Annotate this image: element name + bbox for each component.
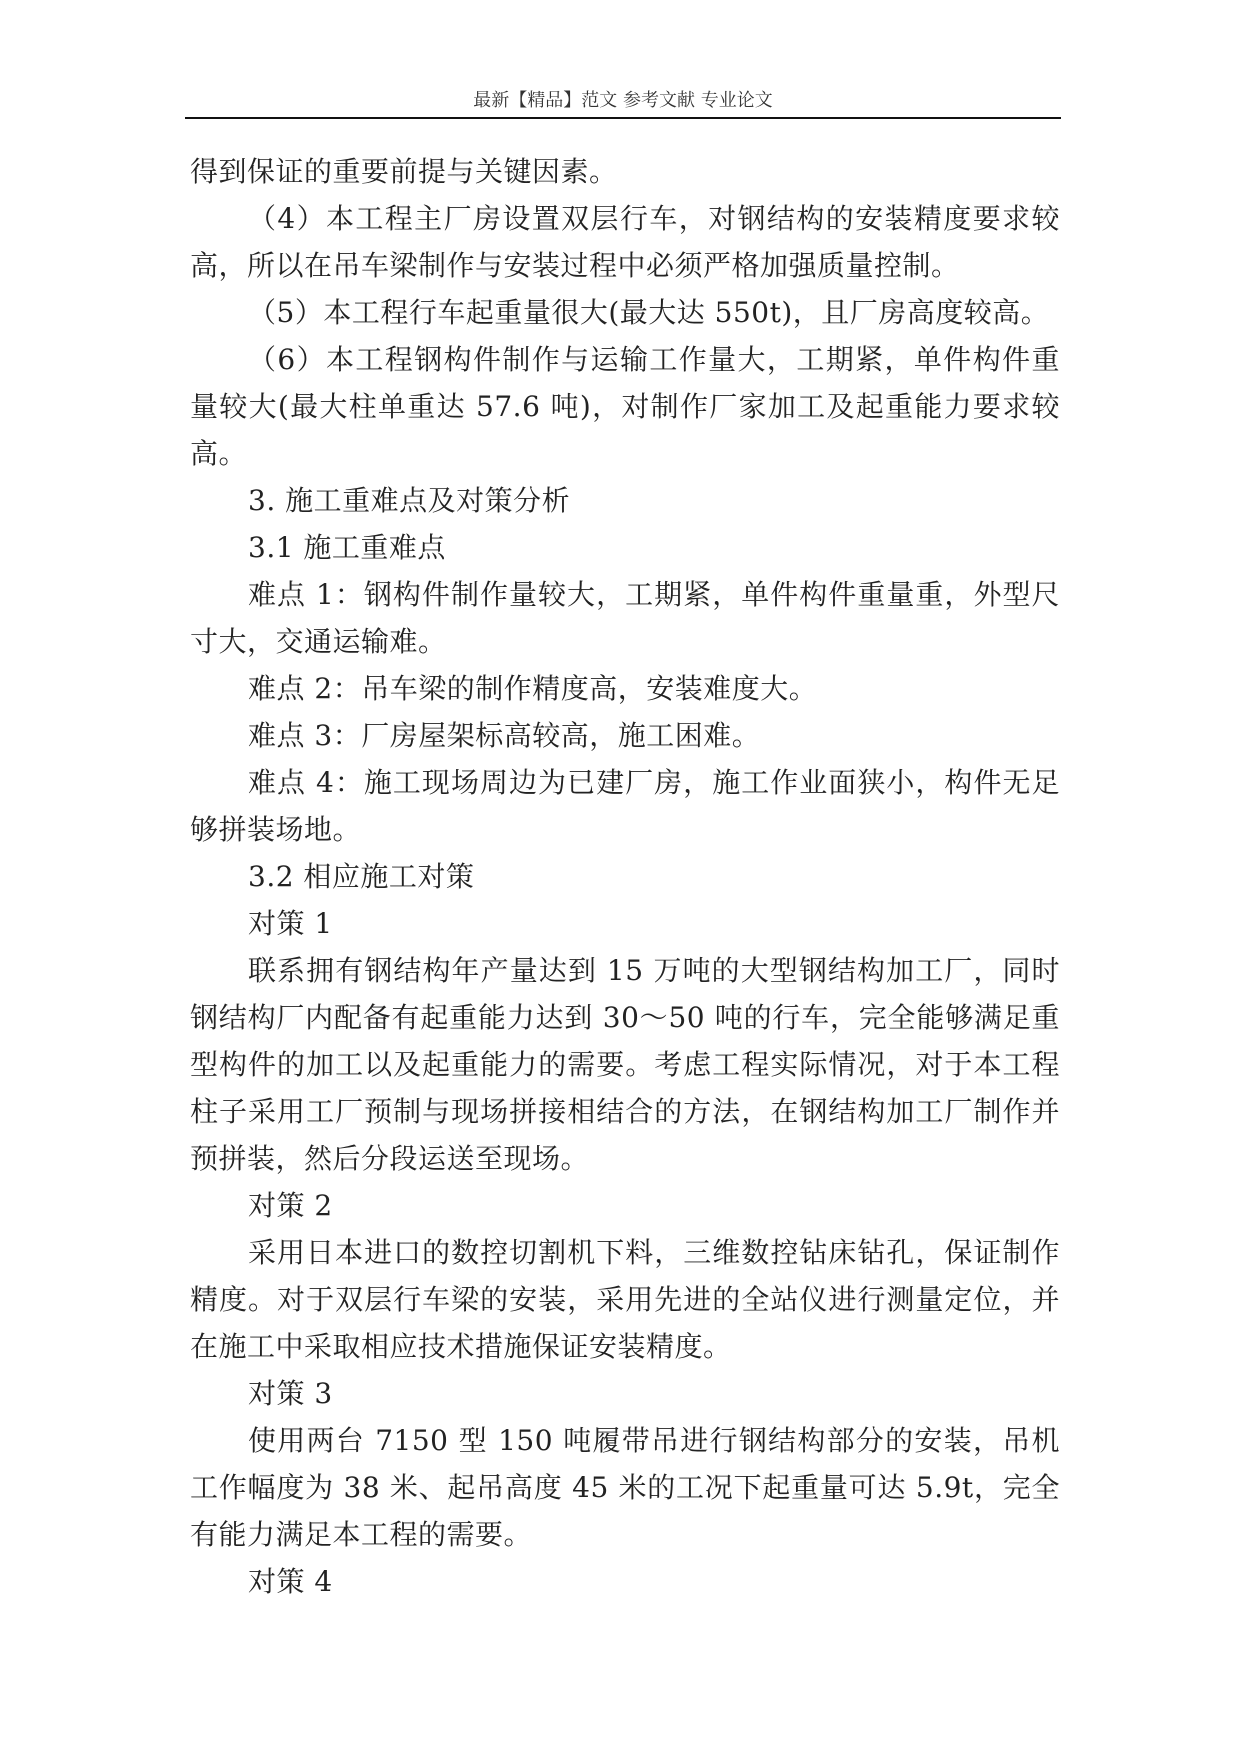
measure-heading: 对策 3 [248, 1377, 333, 1410]
header-divider [185, 117, 1061, 119]
page-header: 最新【精品】范文 参考文献 专业论文 [473, 90, 773, 111]
paragraph: 得到保证的重要前提与关键因素。 [190, 155, 618, 188]
paragraph: （6）本工程钢构件制作与运输工作量大，工期紧，单件构件重量较大(最大柱单重达 57.6 吨)，对制作厂家加工及起重能力要求较高。 [190, 343, 1060, 470]
measure-heading: 对策 4 [248, 1565, 333, 1598]
paragraph: （5）本工程行车起重量很大(最大达 550t)，且厂房高度较高。 [248, 296, 1050, 329]
paragraph: （4）本工程主厂房设置双层行车，对钢结构的安装精度要求较高，所以在吊车梁制作与安装过程中必须严格加强质量控制。 [190, 202, 1060, 282]
paragraph: 采用日本进口的数控切割机下料，三维数控钻床钻孔，保证制作精度。对于双层行车梁的安装，采用先进的全站仪进行测量定位，并在施工中采取相应技术措施保证安装精度。 [190, 1236, 1060, 1363]
paragraph: 联系拥有钢结构年产量达到 15 万吨的大型钢结构加工厂，同时钢结构厂内配备有起重能力达到 30～50 吨的行车，完全能够满足重型构件的加工以及起重能力的需要。考虑工程实际情况，对于本工程柱子采用工厂预制与现场拼接相结合的方法，在钢结构加工厂制作并预拼装，然后分段运送至现场。 [190, 954, 1060, 1175]
section-heading: 3. 施工重难点及对策分析 [248, 484, 571, 517]
paragraph: 难点 2：吊车梁的制作精度高，安装难度大。 [248, 672, 818, 705]
measure-heading: 对策 1 [248, 907, 333, 940]
measure-heading: 对策 2 [248, 1189, 333, 1222]
document-body [190, 148, 1060, 1605]
subsection-heading: 3.1 施工重难点 [248, 531, 446, 564]
paragraph: 难点 1：钢构件制作量较大，工期紧，单件构件重量重，外型尺寸大，交通运输难。 [190, 578, 1060, 658]
paragraph: 使用两台 7150 型 150 吨履带吊进行钢结构部分的安装，吊机工作幅度为 38 米、起吊高度 45 米的工况下起重量可达 5.9t，完全有能力满足本工程的需要。 [190, 1424, 1060, 1551]
paragraph: 难点 3：厂房屋架标高较高，施工困难。 [248, 719, 761, 752]
subsection-heading: 3.2 相应施工对策 [248, 860, 475, 893]
paragraph: 难点 4：施工现场周边为已建厂房，施工作业面狭小，构件无足够拼装场地。 [190, 766, 1060, 846]
